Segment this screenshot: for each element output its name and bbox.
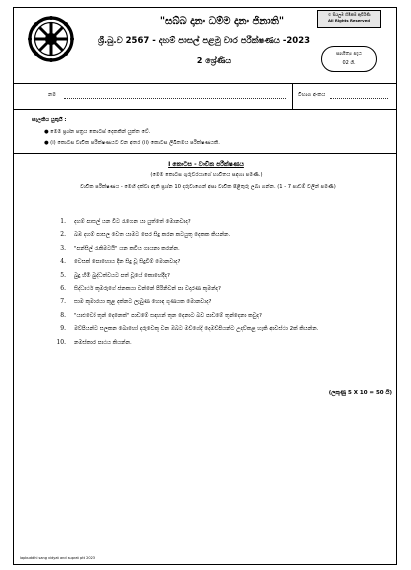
question-item — [50, 295, 370, 308]
question-item — [50, 228, 370, 241]
question-text: බුදු හිමි බුද්ධත්වයට පත් වූයේ කොහේදීද? — [74, 272, 170, 279]
question-item — [50, 242, 370, 255]
dharma-wheel-logo — [28, 16, 74, 62]
subject-time-badge — [321, 46, 377, 72]
grade-label: 2 ශ්‍රේණිය — [196, 56, 232, 65]
exam-paper — [13, 7, 397, 565]
question-text: වෙසක් පොහොය දින සිදු වූ සිදුවීම් මොනවාද? — [74, 259, 181, 266]
question-number: 5. — [60, 271, 66, 279]
divider — [292, 83, 293, 109]
name-field[interactable] — [64, 98, 286, 99]
question-number: 6. — [60, 284, 66, 292]
copyright-line1: © සියලුම හිමිකම් ඇවිරිණි — [327, 12, 371, 17]
instruction-item: ● මෙම ප්‍රශ්න පත්‍රය කොටස් දෙකකින් යුක්ත වේ. — [44, 129, 151, 135]
instructions-heading: සැලකිය යුතුයි : — [32, 117, 67, 123]
question-item — [50, 215, 370, 228]
exam-subtitle: ශ්‍රී.බු.ව 2567 - දහම් පාසල් පළමු වාර පරීක්ෂණය -2023 — [97, 36, 311, 46]
question-number: 2. — [60, 231, 66, 239]
marks-total: (ලකුණු 5 X 10 = 50 යි) — [328, 390, 392, 396]
question-number: 1. — [60, 218, 66, 225]
question-number: 7. — [60, 298, 66, 306]
name-label: නම — [48, 92, 56, 98]
section-note: (මෙම කොටස ගුරුවරයාගේ භාවිතය සඳහා පමණි.) — [150, 172, 263, 178]
footer-text: lapbuddhi sang vidyat and suprat ptt 2023 — [20, 556, 96, 560]
copyright-line2: All Rights Reserved — [328, 18, 370, 23]
question-text: නමස්කාර පාඨය කියන්න. — [74, 339, 132, 346]
question-number: 10. — [56, 338, 66, 346]
divider — [14, 109, 396, 110]
section-title: I කොටස - වාචික පරීක්ෂණය — [168, 161, 244, 168]
question-item — [50, 269, 370, 282]
question-text: බඹ දහම් පාසල වෙත යාමට පෙර සිදු කරන කටයුතු දෙකක කියන්න. — [74, 232, 231, 239]
section-instruction: වාචික පරීක්ෂණය - මෙහි දක්වා ඇති ප්‍රශ්න 10 දරුවාගෙන් අසා වාචික පිළිතුරු ලබා ගන්න. (1 - 7 පාඩම් වලින් පමණි) — [80, 184, 336, 190]
question-number: 3. — [60, 244, 66, 252]
question-text: "පන්සිල් රැකිමටයි" යන කවිය ගායනා කරන්න. — [74, 245, 180, 252]
question-item — [50, 322, 370, 335]
index-label: විභාග අංකය — [298, 92, 326, 98]
copyright-box — [317, 10, 381, 28]
question-number: 9. — [60, 325, 66, 333]
question-item — [50, 282, 370, 295]
question-text: දහම් පාසල් යන විට රැගෙන යා යුත්තේ මොනවාද? — [74, 219, 191, 225]
question-number: 8. — [60, 311, 66, 319]
header-title: "සබ්බ දානං ධම්ම දානං ජිනාති" — [159, 16, 285, 27]
question-number: 4. — [60, 258, 66, 266]
divider — [14, 153, 396, 154]
question-item — [50, 336, 370, 349]
question-text: මව්පියන්ට සලකන බොහෝ දරුවෙකු වන ඔබට මව්ගේද් දෙමව්පියන්ට උදව්කළ හැකි ආවස්ථා 2ක් කියන්න. — [74, 326, 319, 333]
question-text: "යාළුවෝ තුන් දෙනෙක්" පාඩමේ සඳහන් තුන දෙනාට බව පාඩමේ තුන්දෙනා කවුද? — [74, 312, 262, 319]
subject-label: සාහිත්‍ය පැය — [336, 51, 362, 57]
question-list — [50, 215, 370, 349]
index-field[interactable] — [330, 98, 388, 99]
instruction-item: ● (i) කොටස වාචික පරීක්ෂණයට වන අතර (ii) කොටස ලිඛිතමය පරීක්ෂණයකි. — [44, 140, 220, 146]
question-text: සාම කුමාරයා කුළ දක්නට ලැබුණ හොඳ ගුණයක මොනවාද? — [74, 299, 212, 306]
subject-time: 02 ශී. — [342, 60, 356, 66]
question-text: සිද්ධාර්ථ කුමරුගේ ජනකයා වන්නේ පිරිනිවන් පා වදාරණ කුමන්ද? — [74, 285, 221, 292]
question-item — [50, 309, 370, 322]
question-item — [50, 255, 370, 268]
divider — [14, 83, 396, 84]
